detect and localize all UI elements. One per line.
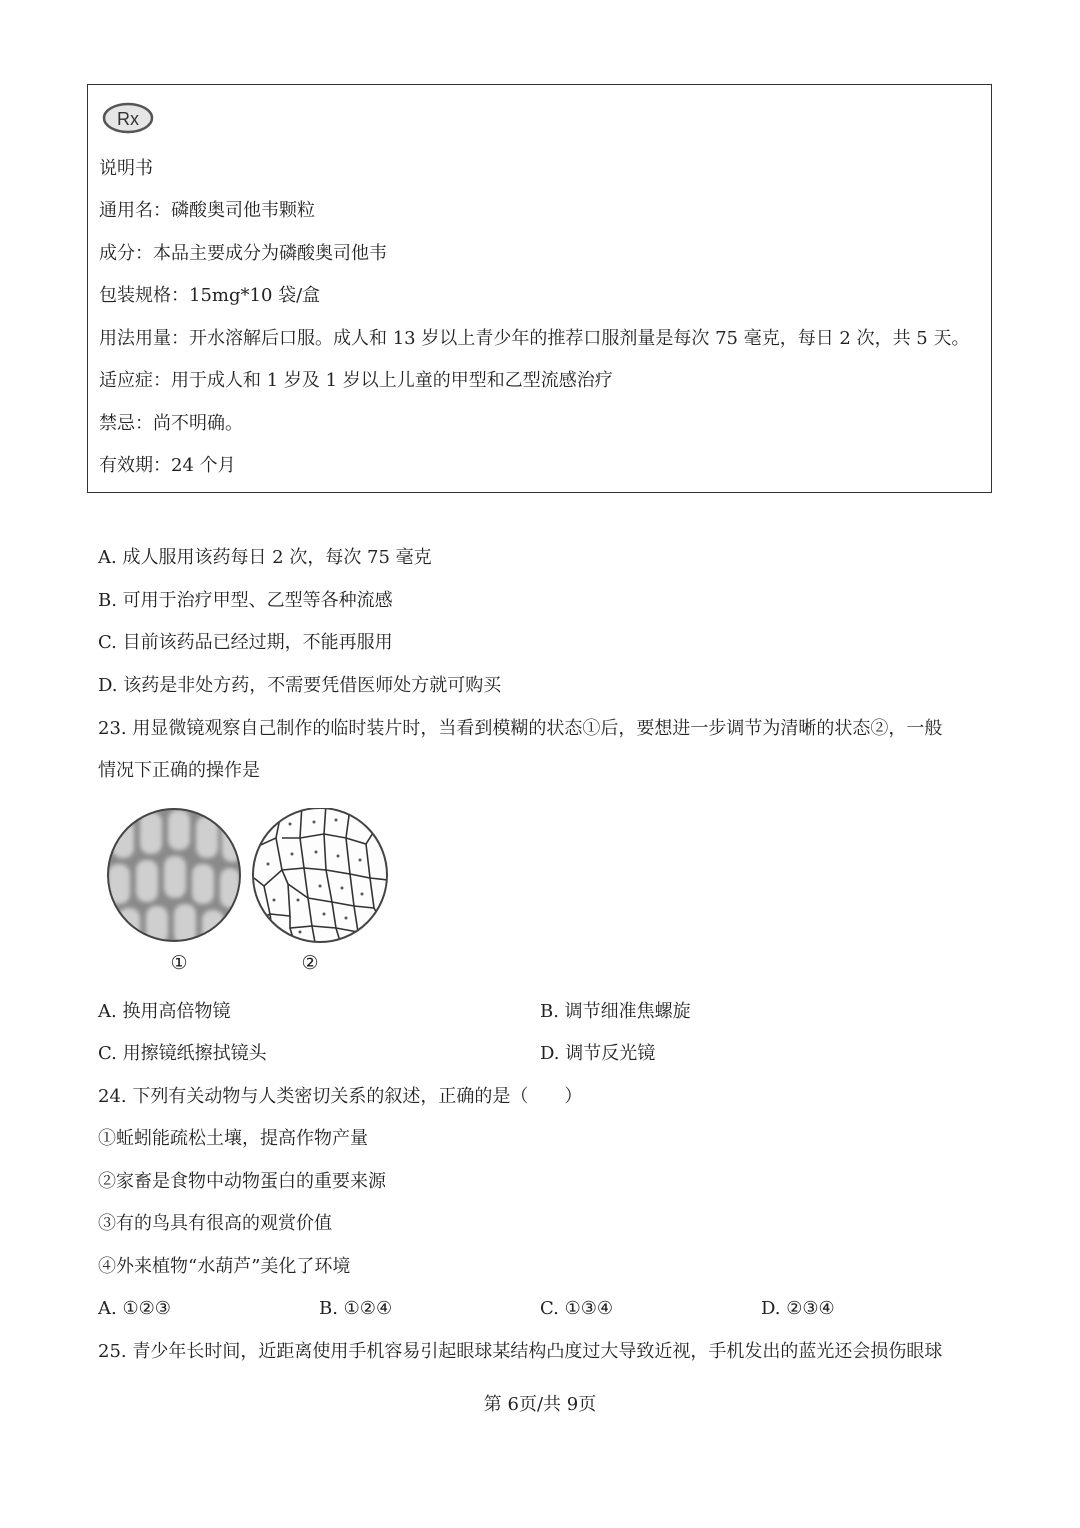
q23-option-b: B. 调节细准焦螺旋 [540, 1001, 691, 1022]
contraindications: 禁忌：尚不明确。 [99, 413, 243, 434]
q22-option-a: A. 成人服用该药每日 2 次，每次 75 毫克 [98, 547, 432, 568]
q22-option-b: B. 可用于治疗甲型、乙型等各种流感 [98, 590, 393, 611]
rx-logo-text: Rx [117, 109, 139, 129]
q24-option-b: B. ①②④ [319, 1298, 393, 1319]
expiry: 有效期：24 个月 [99, 455, 236, 476]
microscope-figure [104, 808, 394, 978]
q22-option-c: C. 目前该药品已经过期，不能再服用 [98, 632, 393, 653]
q23-option-c: C. 用擦镜纸擦拭镜头 [98, 1043, 267, 1064]
instructions-title: 说明书 [99, 158, 153, 179]
package-spec: 包装规格：15mg*10 袋/盒 [99, 285, 321, 306]
ingredients: 成分：本品主要成分为磷酸奥司他韦 [99, 243, 387, 264]
figure-label-1: ① [170, 952, 188, 974]
q24-item-4: ④外来植物“水葫芦”美化了环境 [98, 1256, 351, 1277]
q23-option-a: A. 换用高倍物镜 [98, 1001, 231, 1022]
q25-stem: 25. 青少年长时间，近距离使用手机容易引起眼球某结构凸度过大导致近视，手机发出的蓝光还会损伤眼球 [98, 1341, 943, 1362]
dosage: 用法用量：开水溶解后口服。成人和 13 岁以上青少年的推荐口服剂量是每次 75 毫克，每日 2 次，共 5 天。 [99, 328, 970, 349]
q24-option-a: A. ①②③ [98, 1298, 171, 1319]
q23-stem-line2: 情况下正确的操作是 [98, 760, 260, 781]
indications: 适应症：用于成人和 1 岁及 1 岁以上儿童的甲型和乙型流感治疗 [99, 370, 613, 391]
q24-item-1: ①蚯蚓能疏松土壤，提高作物产量 [98, 1128, 368, 1149]
page-number-footer: 第 6页/共 9页 [483, 1394, 597, 1415]
q24-option-d: D. ②③④ [761, 1298, 835, 1319]
q24-stem: 24. 下列有关动物与人类密切关系的叙述，正确的是（ ） [98, 1086, 583, 1107]
q24-item-3: ③有的鸟具有很高的观赏价值 [98, 1213, 332, 1234]
rx-logo-icon [102, 101, 154, 135]
q23-stem-line1: 23. 用显微镜观察自己制作的临时装片时，当看到模糊的状态①后，要想进一步调节为清晰的状态②，一般 [98, 718, 943, 739]
q24-option-c: C. ①③④ [540, 1298, 613, 1319]
generic-name: 通用名：磷酸奥司他韦颗粒 [99, 200, 315, 221]
clear-view-image [253, 808, 388, 948]
figure-label-2: ② [301, 952, 319, 974]
q23-option-d: D. 调节反光镜 [540, 1043, 656, 1064]
prescription-info-box [87, 84, 992, 493]
q24-item-2: ②家畜是食物中动物蛋白的重要来源 [98, 1171, 386, 1192]
blurry-view-image [108, 809, 242, 946]
q22-option-d: D. 该药是非处方药，不需要凭借医师处方就可购买 [98, 675, 502, 696]
